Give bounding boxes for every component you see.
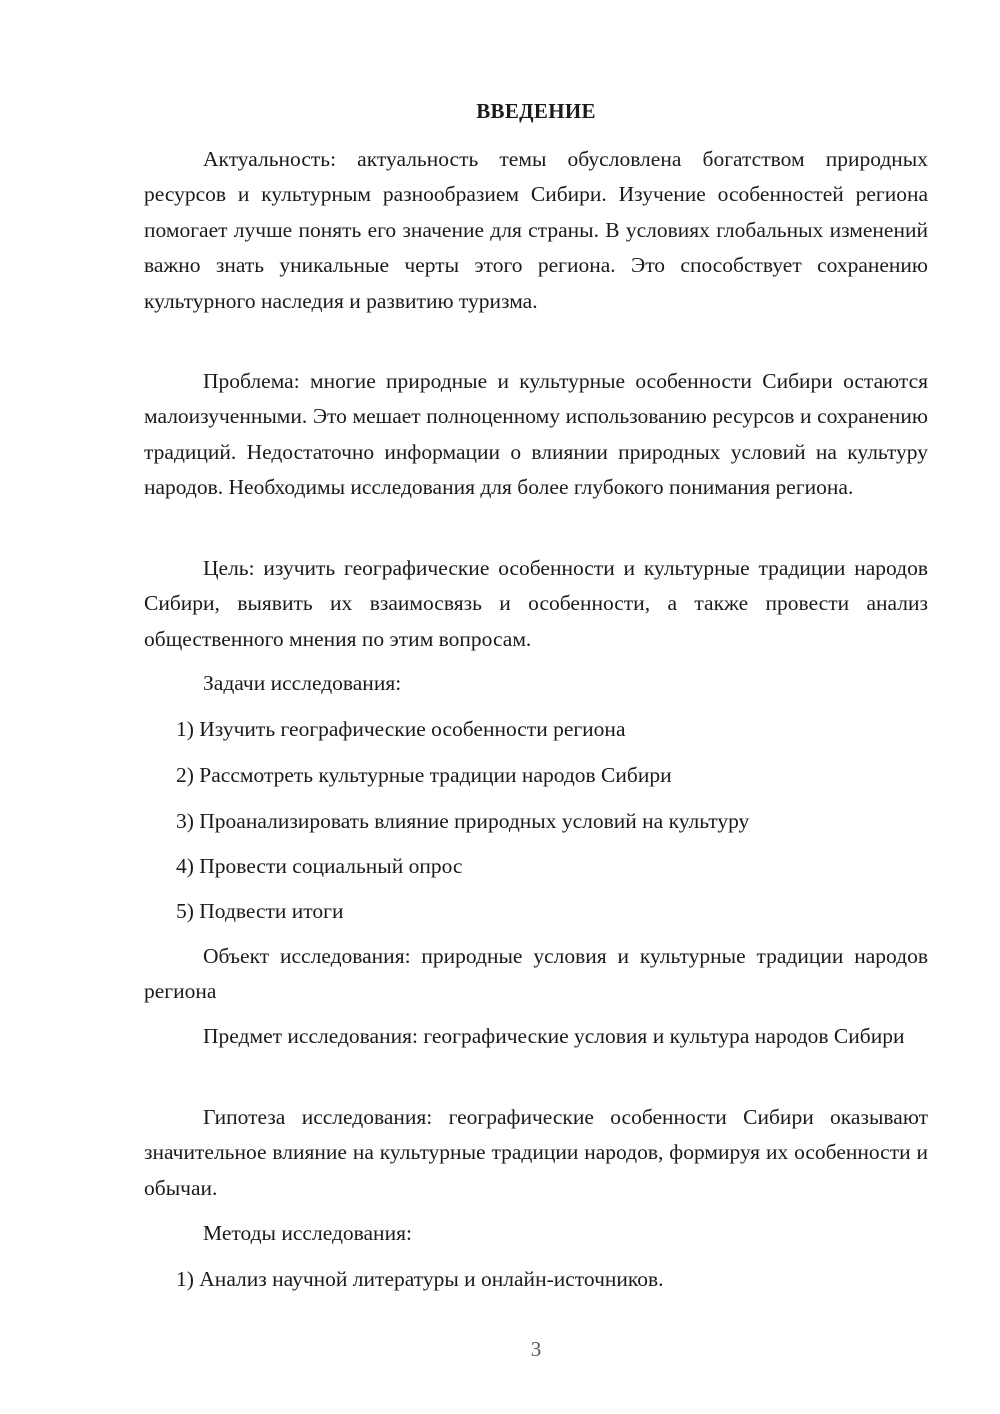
paragraph-object: Объект исследования: природные условия и культурные традиции народов региона [144, 944, 928, 1004]
task-item: 4) Провести социальный опрос [176, 854, 463, 878]
paragraph-subject: Предмет исследования: географические условия и культура народов Сибири [203, 1024, 905, 1048]
methods-heading: Методы исследования: [203, 1221, 412, 1245]
paragraph-hypothesis: Гипотеза исследования: географические особенности Сибири оказывают значительное влияние на культурные традиции народов, формируя их особенности и обычаи. [144, 1105, 928, 1200]
task-item: 1) Изучить географические особенности региона [176, 717, 626, 741]
method-item: 1) Анализ научной литературы и онлайн-источников. [176, 1267, 664, 1291]
tasks-heading: Задачи исследования: [203, 671, 402, 695]
task-item: 3) Проанализировать влияние природных условий на культуру [176, 809, 750, 833]
task-item: 2) Рассмотреть культурные традиции народов Сибири [176, 763, 672, 787]
page-title: ВВЕДЕНИЕ [476, 99, 596, 123]
paragraph-goal: Цель: изучить географические особенности и культурные традиции народов Сибири, выявить их взаимосвязь и особенности, а также провести анализ общественного мнения по этим вопросам. [144, 556, 928, 651]
paragraph-relevance: Актуальность: актуальность темы обусловлена богатством природных ресурсов и культурным разнообразием Сибири. Изучение особенностей региона помогает лучше понять его значение для страны. В условиях глобальных изменений важно знать уникальные черты этого региона. Это способствует сохранению культурного наследия и развитию туризма. [144, 147, 928, 313]
paragraph-problem: Проблема: многие природные и культурные особенности Сибири остаются малоизученными. Это мешает полноценному использованию ресурсов и сохранению традиций. Недостаточно информации о влиянии природных условий на культуру народов. Необходимы исследования для более глубокого понимания региона. [144, 369, 928, 500]
page-number: 3 [530, 1337, 542, 1361]
task-item: 5) Подвести итоги [176, 899, 344, 923]
